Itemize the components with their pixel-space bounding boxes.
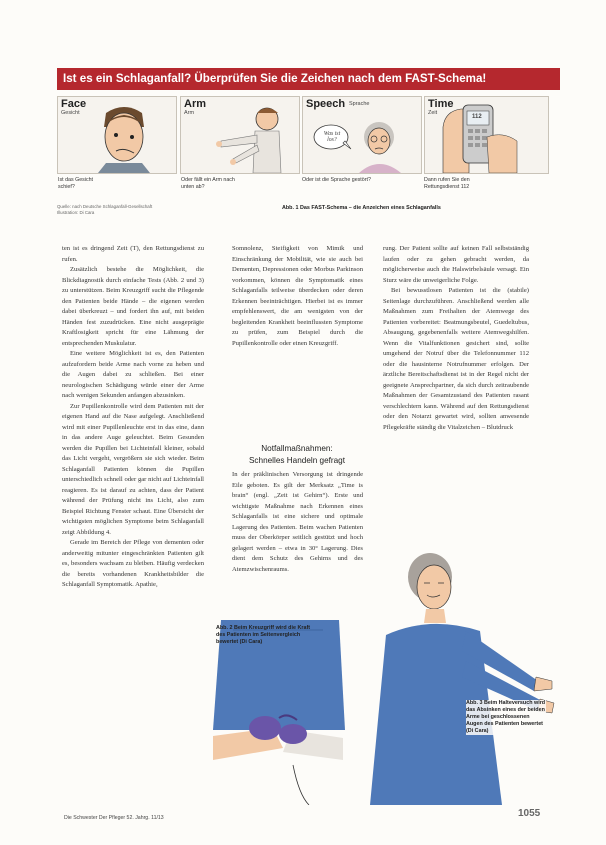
phone-illustration [425, 97, 548, 173]
panel-face [57, 96, 177, 174]
figure1-caption: Abb. 1 Das FAST-Schema – die Anzeichen eines Schlaganfalls [282, 205, 441, 211]
caption-speech: Oder ist die Sprache gestört? [302, 177, 371, 183]
paragraph: Bei bewusstlosen Patienten ist die (stabile) Seitenlage durchzuführen. Anschließend werden alle Maßnahmen zum Freihalten der Atemwege des Patienten vorbereitet: Beatmungsbeutel, Guedeltubus, Absaugung, gegebenenfalls weitere Atemwegshilfen. Wenn die Vitalfunktionen gesichert sind, sollte umgehend der Notruf über die Telefonnummer 112 oder die hausinterne Notrufnummer erfolgen. Der ärztliche Bereitschaftsdienst ist in der Regel nicht der geeignete Ansprechpartner, da sich durch zeitraubende Maßnahmen der Gesamtzustand des Patienten rasant verschlechtern kann. Während auf den Rettungsdienst oder den Notarzt gewartet wird, sollten anwesende Pflegekräfte ständig die Vitalzeichen – Blutdruck [383, 287, 529, 431]
figure3-armhold-illustration [370, 535, 555, 805]
panel-arm [180, 96, 300, 174]
face-illustration [58, 97, 176, 173]
panel-time [424, 96, 549, 174]
body-column-2-continued [232, 470, 363, 575]
panel-arm-title: Arm [184, 98, 207, 110]
paragraph: Zusätzlich bestehe die Möglichkeit, die Blickdiagnostik durch einfache Tests (Abb. 2 und 3) zu unterstützen. Beim Kreuzgriff sucht die Pflegende den Patienten beide Hände – die eigenen werden dabei überkreuzt – und fordert ihn auf, mit beiden Händen fest zuzudrücken. Eine nicht ausgeprägte Kraftlosigkeit spricht für eine Lähmung der entsprechenden Muskulatur. [62, 266, 204, 347]
panel-speech-title: Speech [306, 98, 346, 110]
panel-time-subtitle: Zeit [428, 110, 438, 116]
phone-number-display: 112 [472, 114, 482, 120]
panel-speech-subtitle: Sprache [349, 101, 370, 107]
figure1-credit: Quelle: nach Deutsche Schlaganfall-Gesellschaft Illustration: Di Cara [57, 204, 153, 215]
figure3-caption: Abb. 3 Beim Halteversuch wird das Absinken eines der beiden Arme bei geschlossenen Augen des Patienten bewertet (Di Cara) [466, 700, 546, 734]
caption-arm: Oder fällt ein Arm nach unten ab? [181, 177, 235, 190]
caption-time: Dann rufen Sie den Rettungsdienst 112 [424, 177, 470, 190]
paragraph: Gerade im Bereich der Pflege von dementen oder anderweitig mitunter eingeschränkten Patienten gilt es, besonders wachsam zu bleiben. Häufig verdecken die bereits vorhandenen Krankheitsbilder die Schlaganfall Symptomatik. Apathie, [62, 539, 204, 588]
paragraph: Eine weitere Möglichkeit ist es, den Patienten aufzufordern beide Arme nach vorne zu heben und die Augen dabei zu schließen. Bei einer neurologischen Schädigung würde einer der Arme nach wenigen Sekunden anfangen abzusinken. [62, 350, 204, 399]
journal-footer: Die Schwester Der Pfleger 52. Jahrg. 11/13 [64, 815, 164, 821]
figure2-crossgrip-illustration [213, 620, 363, 805]
fast-banner: Ist es ein Schlaganfall? Überprüfen Sie die Zeichen nach dem FAST-Schema! [57, 68, 560, 90]
section-heading: Notfallmaßnahmen: Schnelles Handeln gefragt [248, 444, 346, 465]
paragraph: In der präklinischen Versorgung ist dringende Eile geboten. Es gilt der Merksatz „Time is brain“ (engl. „Zeit ist Gehirn“). Erste und wichtigste Maßnahme nach Erkennen eines Schlaganfalls ist eine sichere und optimale Lagerung des Patienten. Beim wachen Patienten muss der Oberkörper seitlich gestützt und hoch gelagert werden – etwa in 30° Lagerung. Dies dient dem Schutz des Gehirns und des Atemzwischenraums. [232, 471, 363, 573]
arm-illustration [181, 97, 299, 173]
caption-face: Ist das Gesicht schief? [58, 177, 94, 190]
figure2-caption: Abb. 2 Beim Kreuzgriff wird die Kraft des Patienten im Seitenvergleich bewertet (Di Cara) [216, 625, 311, 645]
paragraph: Zur Pupillenkontrolle wird dem Patienten mit der eigenen Hand auf die Nase aufgelegt. Anschließend wird mit einer Pupillenleuchte erst in das eine, dann in das andere Auge geleuchtet. Beim Gesunden werden die Pupillen bei Lichteinfall kleiner, sobald das Licht vergeht, vergrößern sie sich wieder. Beim Schlaganfall Patienten können die Pupillen unterschiedlich schnell oder gar nicht auf Lichteinfall reagieren. Es ist darauf zu achten, dass der Patient während der Prüfung nicht ins Licht, also zum Beispiel Richtung Fenster schaut. Eine Übersicht der wichtigsten möglichen Symptome beim Schlaganfall zeigt Abbildung 4. [62, 402, 204, 536]
speech-bubble-text: Was ist los? [323, 131, 341, 143]
body-column-1 [62, 244, 204, 591]
paragraph: ten ist es dringend Zeit (T), den Rettungsdienst zu rufen. [62, 245, 204, 263]
paragraph: Somnolenz, Steifigkeit von Mimik und Einschränkung der Mobilität, wie sie auch bei Dementen, Depressionen oder Morbus Parkinson vorkommen, können die Symptomatik eines Schlaganfalls teilweise überdecken oder deren Erkennen beeinträchtigen. Hierbei ist es immer empfehlenswert, die am wenigsten von der begleitenden Krankheit beeinflussten Symptome zu prüfen, zum Beispiel durch die Pupillenkontrolle oder einen Kreuzgriff. [232, 245, 363, 347]
panel-speech [302, 96, 422, 174]
body-column-3 [383, 244, 529, 433]
panel-face-title: Face [61, 98, 87, 110]
paragraph: rung. Der Patient sollte auf keinen Fall selbstständig laufen oder zu gehen gebracht werden, da möglicherweise auch die Halswirbelsäule versagt. Ein Sturz wäre die unweigerliche Folge. [383, 245, 529, 284]
panel-time-title: Time [428, 98, 454, 110]
page-number: 1055 [518, 808, 541, 819]
panel-arm-subtitle: Arm [184, 110, 195, 116]
body-column-2 [232, 244, 363, 349]
panel-face-subtitle: Gesicht [61, 110, 80, 116]
